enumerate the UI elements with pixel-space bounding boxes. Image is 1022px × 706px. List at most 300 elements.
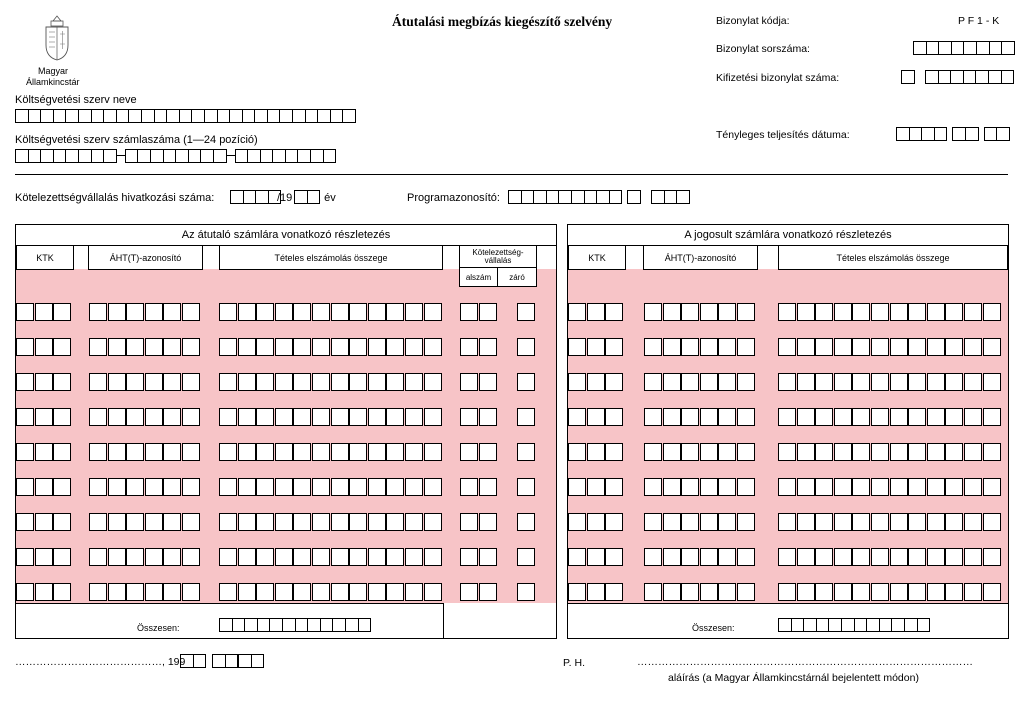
- ktk-cell[interactable]: [35, 478, 53, 496]
- amount-cell[interactable]: [852, 548, 870, 566]
- ktk-cell[interactable]: [53, 443, 71, 461]
- aht-cell[interactable]: [108, 478, 126, 496]
- input-cell[interactable]: [279, 109, 293, 123]
- amount-cell[interactable]: [219, 478, 237, 496]
- input-cell[interactable]: [934, 127, 948, 141]
- amount-cell[interactable]: [908, 478, 926, 496]
- ktk-cell[interactable]: [16, 583, 34, 601]
- amount-cell[interactable]: [964, 548, 982, 566]
- account-part2[interactable]: [125, 149, 227, 162]
- amount-cell[interactable]: [405, 478, 423, 496]
- amount-cell[interactable]: [331, 373, 349, 391]
- amount-cell[interactable]: [238, 443, 256, 461]
- input-cell[interactable]: [175, 149, 189, 163]
- input-cell[interactable]: [244, 618, 258, 632]
- amount-cell[interactable]: [238, 478, 256, 496]
- input-cell[interactable]: [778, 618, 792, 632]
- amount-cell[interactable]: [275, 478, 293, 496]
- alszam-cell[interactable]: [460, 478, 478, 496]
- input-cell[interactable]: [188, 149, 202, 163]
- input-cell[interactable]: [558, 190, 572, 204]
- amount-cell[interactable]: [349, 443, 367, 461]
- amount-cell[interactable]: [405, 583, 423, 601]
- aht-cell[interactable]: [718, 548, 736, 566]
- amount-cell[interactable]: [349, 373, 367, 391]
- input-cell[interactable]: [976, 41, 990, 55]
- amount-cell[interactable]: [349, 338, 367, 356]
- input-cell[interactable]: [225, 654, 239, 668]
- aht-cell[interactable]: [700, 478, 718, 496]
- aht-cell[interactable]: [737, 583, 755, 601]
- input-cell[interactable]: [952, 127, 966, 141]
- input-cell[interactable]: [15, 149, 29, 163]
- amount-cell[interactable]: [331, 548, 349, 566]
- input-cell[interactable]: [243, 190, 257, 204]
- input-cell[interactable]: [78, 109, 92, 123]
- aht-cell[interactable]: [663, 373, 681, 391]
- input-cell[interactable]: [854, 618, 868, 632]
- amount-cell[interactable]: [349, 303, 367, 321]
- aht-cell[interactable]: [663, 408, 681, 426]
- aht-cell[interactable]: [718, 478, 736, 496]
- amount-cell[interactable]: [852, 373, 870, 391]
- amount-cell[interactable]: [778, 513, 796, 531]
- ktk-cell[interactable]: [53, 583, 71, 601]
- input-cell[interactable]: [342, 109, 356, 123]
- aht-cell[interactable]: [700, 583, 718, 601]
- aht-cell[interactable]: [89, 373, 107, 391]
- amount-cell[interactable]: [797, 443, 815, 461]
- alszam-cell[interactable]: [479, 583, 497, 601]
- amount-cell[interactable]: [778, 373, 796, 391]
- amount-cell[interactable]: [386, 443, 404, 461]
- amount-cell[interactable]: [797, 303, 815, 321]
- aht-cell[interactable]: [718, 408, 736, 426]
- input-cell[interactable]: [212, 654, 226, 668]
- aht-cell[interactable]: [700, 303, 718, 321]
- amount-cell[interactable]: [908, 513, 926, 531]
- aht-cell[interactable]: [644, 373, 662, 391]
- input-cell[interactable]: [78, 149, 92, 163]
- input-cell[interactable]: [292, 109, 306, 123]
- aht-cell[interactable]: [145, 443, 163, 461]
- amount-cell[interactable]: [424, 303, 442, 321]
- aht-cell[interactable]: [108, 408, 126, 426]
- ktk-cell[interactable]: [53, 373, 71, 391]
- account-part3[interactable]: [235, 149, 337, 162]
- account-number-field[interactable]: [15, 149, 336, 162]
- aht-cell[interactable]: [644, 408, 662, 426]
- input-cell[interactable]: [828, 618, 842, 632]
- aht-cell[interactable]: [108, 583, 126, 601]
- aht-cell[interactable]: [718, 513, 736, 531]
- input-cell[interactable]: [204, 109, 218, 123]
- amount-cell[interactable]: [778, 548, 796, 566]
- amount-cell[interactable]: [312, 303, 330, 321]
- amount-cell[interactable]: [256, 303, 274, 321]
- amount-cell[interactable]: [405, 338, 423, 356]
- amount-cell[interactable]: [256, 548, 274, 566]
- amount-cell[interactable]: [852, 583, 870, 601]
- aht-cell[interactable]: [644, 583, 662, 601]
- input-cell[interactable]: [137, 149, 151, 163]
- amount-cell[interactable]: [815, 478, 833, 496]
- aht-cell[interactable]: [108, 338, 126, 356]
- alszam-cell[interactable]: [460, 583, 478, 601]
- input-cell[interactable]: [247, 149, 261, 163]
- amount-cell[interactable]: [964, 513, 982, 531]
- amount-cell[interactable]: [368, 443, 386, 461]
- amount-cell[interactable]: [908, 408, 926, 426]
- ktk-cell[interactable]: [587, 548, 605, 566]
- amount-cell[interactable]: [331, 303, 349, 321]
- amount-cell[interactable]: [256, 513, 274, 531]
- input-cell[interactable]: [15, 109, 29, 123]
- amount-cell[interactable]: [834, 303, 852, 321]
- amount-cell[interactable]: [871, 443, 889, 461]
- amount-cell[interactable]: [312, 513, 330, 531]
- aht-cell[interactable]: [663, 303, 681, 321]
- amount-cell[interactable]: [834, 338, 852, 356]
- input-cell[interactable]: [963, 70, 977, 84]
- aht-cell[interactable]: [108, 373, 126, 391]
- amount-cell[interactable]: [852, 303, 870, 321]
- aht-cell[interactable]: [145, 513, 163, 531]
- amount-cell[interactable]: [778, 583, 796, 601]
- aht-cell[interactable]: [737, 478, 755, 496]
- ktk-cell[interactable]: [16, 478, 34, 496]
- amount-cell[interactable]: [256, 443, 274, 461]
- amount-cell[interactable]: [964, 373, 982, 391]
- amount-cell[interactable]: [852, 478, 870, 496]
- aht-cell[interactable]: [89, 478, 107, 496]
- amount-cell[interactable]: [927, 443, 945, 461]
- input-cell[interactable]: [191, 109, 205, 123]
- input-cell[interactable]: [975, 70, 989, 84]
- zaro-cell[interactable]: [517, 408, 535, 426]
- input-cell[interactable]: [193, 654, 207, 668]
- alszam-cell[interactable]: [460, 548, 478, 566]
- amount-cell[interactable]: [368, 373, 386, 391]
- aht-cell[interactable]: [145, 548, 163, 566]
- input-cell[interactable]: [664, 190, 678, 204]
- footer-year-boxes[interactable]: [180, 654, 206, 667]
- aht-cell[interactable]: [663, 443, 681, 461]
- input-cell[interactable]: [909, 127, 923, 141]
- ktk-cell[interactable]: [605, 443, 623, 461]
- aht-cell[interactable]: [89, 513, 107, 531]
- amount-cell[interactable]: [312, 443, 330, 461]
- aht-cell[interactable]: [700, 443, 718, 461]
- aht-cell[interactable]: [126, 513, 144, 531]
- aht-cell[interactable]: [182, 303, 200, 321]
- input-cell[interactable]: [53, 149, 67, 163]
- ktk-cell[interactable]: [53, 548, 71, 566]
- input-cell[interactable]: [219, 618, 233, 632]
- aht-cell[interactable]: [126, 583, 144, 601]
- aht-cell[interactable]: [163, 548, 181, 566]
- date-day-boxes[interactable]: [984, 127, 1010, 140]
- alszam-cell[interactable]: [479, 303, 497, 321]
- amount-cell[interactable]: [815, 548, 833, 566]
- zaro-cell[interactable]: [517, 513, 535, 531]
- ktk-cell[interactable]: [35, 303, 53, 321]
- amount-cell[interactable]: [275, 513, 293, 531]
- input-cell[interactable]: [103, 149, 117, 163]
- input-cell[interactable]: [40, 149, 54, 163]
- amount-cell[interactable]: [386, 408, 404, 426]
- amount-cell[interactable]: [368, 478, 386, 496]
- ktk-cell[interactable]: [53, 338, 71, 356]
- amount-cell[interactable]: [890, 513, 908, 531]
- payment-doc-boxes[interactable]: [925, 70, 1014, 83]
- input-cell[interactable]: [295, 618, 309, 632]
- input-cell[interactable]: [254, 109, 268, 123]
- amount-cell[interactable]: [256, 373, 274, 391]
- aht-cell[interactable]: [182, 583, 200, 601]
- amount-cell[interactable]: [945, 303, 963, 321]
- amount-cell[interactable]: [424, 478, 442, 496]
- amount-cell[interactable]: [834, 548, 852, 566]
- aht-cell[interactable]: [644, 443, 662, 461]
- input-cell[interactable]: [125, 149, 139, 163]
- input-cell[interactable]: [128, 109, 142, 123]
- amount-cell[interactable]: [964, 408, 982, 426]
- amount-cell[interactable]: [386, 548, 404, 566]
- amount-cell[interactable]: [815, 303, 833, 321]
- aht-cell[interactable]: [145, 303, 163, 321]
- amount-cell[interactable]: [219, 303, 237, 321]
- input-cell[interactable]: [521, 190, 535, 204]
- ktk-cell[interactable]: [605, 408, 623, 426]
- amount-cell[interactable]: [219, 408, 237, 426]
- payment-doc-flag-box[interactable]: [901, 70, 915, 83]
- aht-cell[interactable]: [737, 408, 755, 426]
- aht-cell[interactable]: [681, 408, 699, 426]
- amount-cell[interactable]: [927, 583, 945, 601]
- input-cell[interactable]: [65, 109, 79, 123]
- aht-cell[interactable]: [681, 303, 699, 321]
- aht-cell[interactable]: [182, 513, 200, 531]
- aht-cell[interactable]: [681, 373, 699, 391]
- input-cell[interactable]: [533, 190, 547, 204]
- amount-cell[interactable]: [386, 513, 404, 531]
- account-part1[interactable]: [15, 149, 117, 162]
- input-cell[interactable]: [879, 618, 893, 632]
- aht-cell[interactable]: [644, 478, 662, 496]
- amount-cell[interactable]: [890, 373, 908, 391]
- input-cell[interactable]: [285, 149, 299, 163]
- amount-cell[interactable]: [386, 583, 404, 601]
- amount-cell[interactable]: [312, 548, 330, 566]
- input-cell[interactable]: [651, 190, 665, 204]
- ktk-cell[interactable]: [568, 548, 586, 566]
- amount-cell[interactable]: [405, 443, 423, 461]
- aht-cell[interactable]: [681, 338, 699, 356]
- input-cell[interactable]: [330, 109, 344, 123]
- input-cell[interactable]: [166, 109, 180, 123]
- aht-cell[interactable]: [718, 338, 736, 356]
- amount-cell[interactable]: [349, 408, 367, 426]
- alszam-cell[interactable]: [460, 338, 478, 356]
- ktk-cell[interactable]: [568, 373, 586, 391]
- amount-cell[interactable]: [424, 548, 442, 566]
- amount-cell[interactable]: [312, 583, 330, 601]
- amount-cell[interactable]: [834, 443, 852, 461]
- zaro-cell[interactable]: [517, 548, 535, 566]
- aht-cell[interactable]: [108, 513, 126, 531]
- amount-cell[interactable]: [331, 408, 349, 426]
- aht-cell[interactable]: [145, 373, 163, 391]
- input-cell[interactable]: [984, 127, 998, 141]
- input-cell[interactable]: [65, 149, 79, 163]
- alszam-cell[interactable]: [460, 303, 478, 321]
- input-cell[interactable]: [238, 654, 252, 668]
- input-cell[interactable]: [904, 618, 918, 632]
- amount-cell[interactable]: [219, 548, 237, 566]
- ktk-cell[interactable]: [35, 443, 53, 461]
- amount-cell[interactable]: [778, 443, 796, 461]
- amount-cell[interactable]: [964, 338, 982, 356]
- aht-cell[interactable]: [681, 513, 699, 531]
- ktk-cell[interactable]: [568, 478, 586, 496]
- input-cell[interactable]: [926, 41, 940, 55]
- amount-cell[interactable]: [219, 583, 237, 601]
- amount-cell[interactable]: [983, 303, 1001, 321]
- amount-cell[interactable]: [405, 303, 423, 321]
- ktk-cell[interactable]: [568, 338, 586, 356]
- input-cell[interactable]: [269, 618, 283, 632]
- aht-cell[interactable]: [700, 513, 718, 531]
- amount-cell[interactable]: [834, 373, 852, 391]
- ktk-cell[interactable]: [587, 478, 605, 496]
- program-boxes-c[interactable]: [651, 190, 690, 203]
- amount-cell[interactable]: [368, 548, 386, 566]
- amount-cell[interactable]: [256, 478, 274, 496]
- input-cell[interactable]: [609, 190, 623, 204]
- input-cell[interactable]: [251, 654, 265, 668]
- amount-cell[interactable]: [368, 513, 386, 531]
- right-total-boxes[interactable]: [778, 618, 930, 631]
- amount-cell[interactable]: [331, 443, 349, 461]
- aht-cell[interactable]: [644, 338, 662, 356]
- aht-cell[interactable]: [182, 443, 200, 461]
- input-cell[interactable]: [676, 190, 690, 204]
- alszam-cell[interactable]: [479, 373, 497, 391]
- ktk-cell[interactable]: [587, 583, 605, 601]
- input-cell[interactable]: [917, 618, 931, 632]
- aht-cell[interactable]: [182, 548, 200, 566]
- amount-cell[interactable]: [852, 408, 870, 426]
- zaro-cell[interactable]: [517, 373, 535, 391]
- input-cell[interactable]: [235, 149, 249, 163]
- input-cell[interactable]: [179, 109, 193, 123]
- aht-cell[interactable]: [737, 338, 755, 356]
- amount-cell[interactable]: [834, 408, 852, 426]
- aht-cell[interactable]: [182, 373, 200, 391]
- aht-cell[interactable]: [718, 443, 736, 461]
- amount-cell[interactable]: [797, 478, 815, 496]
- aht-cell[interactable]: [163, 338, 181, 356]
- amount-cell[interactable]: [293, 443, 311, 461]
- input-cell[interactable]: [841, 618, 855, 632]
- amount-cell[interactable]: [964, 443, 982, 461]
- aht-cell[interactable]: [718, 373, 736, 391]
- ktk-cell[interactable]: [605, 478, 623, 496]
- amount-cell[interactable]: [797, 373, 815, 391]
- amount-cell[interactable]: [815, 583, 833, 601]
- input-cell[interactable]: [950, 70, 964, 84]
- aht-cell[interactable]: [126, 548, 144, 566]
- amount-cell[interactable]: [927, 408, 945, 426]
- input-cell[interactable]: [150, 149, 164, 163]
- amount-cell[interactable]: [275, 303, 293, 321]
- aht-cell[interactable]: [163, 373, 181, 391]
- amount-cell[interactable]: [927, 513, 945, 531]
- aht-cell[interactable]: [737, 548, 755, 566]
- alszam-cell[interactable]: [479, 478, 497, 496]
- aht-cell[interactable]: [663, 338, 681, 356]
- aht-cell[interactable]: [126, 373, 144, 391]
- aht-cell[interactable]: [126, 303, 144, 321]
- amount-cell[interactable]: [238, 303, 256, 321]
- amount-cell[interactable]: [890, 478, 908, 496]
- ktk-cell[interactable]: [53, 513, 71, 531]
- zaro-cell[interactable]: [517, 303, 535, 321]
- ktk-cell[interactable]: [568, 303, 586, 321]
- amount-cell[interactable]: [331, 338, 349, 356]
- input-cell[interactable]: [242, 109, 256, 123]
- input-cell[interactable]: [317, 109, 331, 123]
- input-cell[interactable]: [996, 127, 1010, 141]
- amount-cell[interactable]: [219, 513, 237, 531]
- ktk-cell[interactable]: [605, 373, 623, 391]
- input-cell[interactable]: [297, 149, 311, 163]
- amount-cell[interactable]: [275, 443, 293, 461]
- org-name-boxes[interactable]: [15, 109, 356, 122]
- amount-cell[interactable]: [945, 408, 963, 426]
- alszam-cell[interactable]: [479, 443, 497, 461]
- aht-cell[interactable]: [737, 373, 755, 391]
- amount-cell[interactable]: [368, 338, 386, 356]
- ktk-cell[interactable]: [605, 548, 623, 566]
- amount-cell[interactable]: [349, 478, 367, 496]
- amount-cell[interactable]: [778, 478, 796, 496]
- aht-cell[interactable]: [108, 548, 126, 566]
- aht-cell[interactable]: [663, 583, 681, 601]
- input-cell[interactable]: [816, 618, 830, 632]
- amount-cell[interactable]: [871, 513, 889, 531]
- amount-cell[interactable]: [331, 513, 349, 531]
- amount-cell[interactable]: [778, 408, 796, 426]
- alszam-cell[interactable]: [479, 548, 497, 566]
- amount-cell[interactable]: [890, 583, 908, 601]
- input-cell[interactable]: [596, 190, 610, 204]
- ktk-cell[interactable]: [16, 408, 34, 426]
- amount-cell[interactable]: [834, 513, 852, 531]
- amount-cell[interactable]: [908, 548, 926, 566]
- amount-cell[interactable]: [797, 513, 815, 531]
- input-cell[interactable]: [988, 70, 1002, 84]
- year-boxes[interactable]: [294, 190, 320, 203]
- amount-cell[interactable]: [945, 338, 963, 356]
- ktk-cell[interactable]: [35, 373, 53, 391]
- ktk-cell[interactable]: [605, 338, 623, 356]
- amount-cell[interactable]: [945, 548, 963, 566]
- input-cell[interactable]: [925, 70, 939, 84]
- input-cell[interactable]: [310, 149, 324, 163]
- amount-cell[interactable]: [871, 548, 889, 566]
